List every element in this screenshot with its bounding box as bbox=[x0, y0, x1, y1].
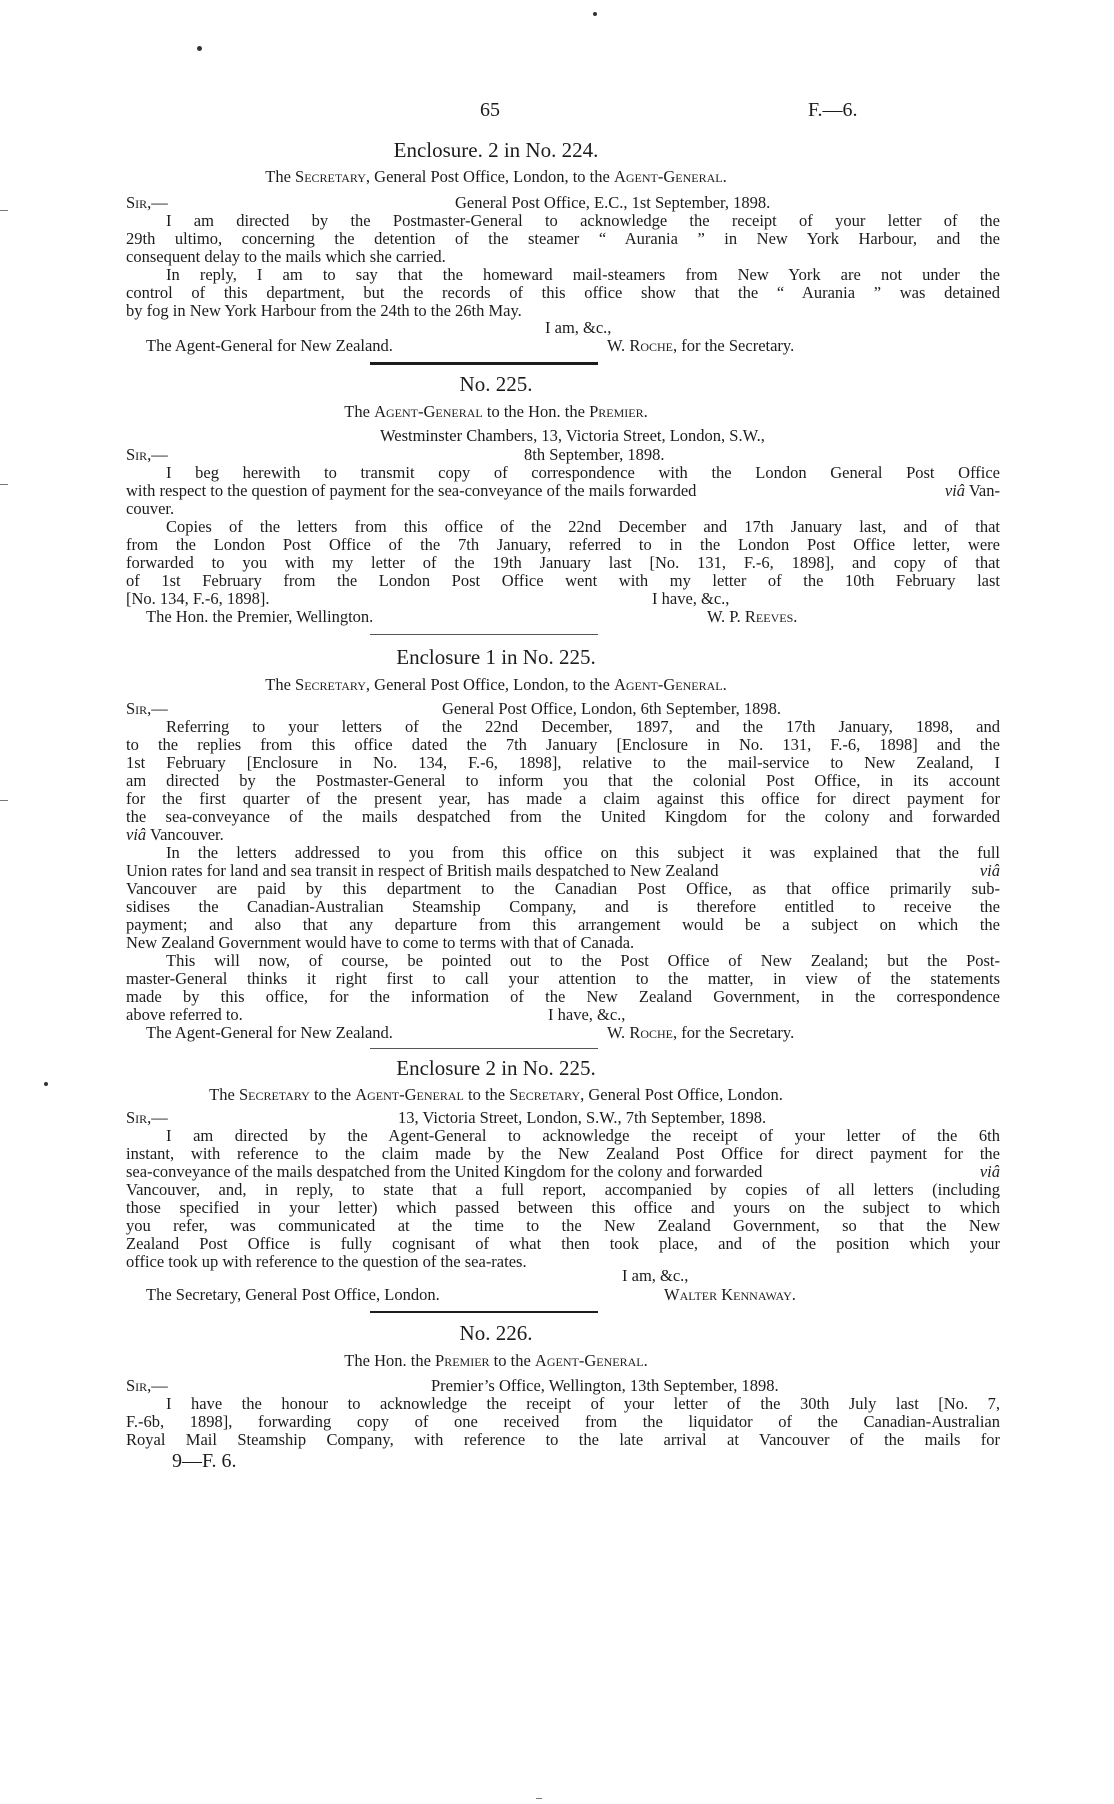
paragraph-line: Union rates for land and sea transit in respect of British mails despatched to New Zealand viâ bbox=[126, 861, 1000, 880]
paragraph-line: consequent delay to the mails which she carried. bbox=[126, 247, 446, 266]
paragraph-line: above referred to. bbox=[126, 1005, 243, 1024]
letter-address: General Post Office, E.C., 1st September, 1898. bbox=[455, 193, 771, 212]
letter-header: The Secretary, General Post Office, London, to the Agent-General. bbox=[265, 675, 727, 694]
letter-address: 13, Victoria Street, London, S.W., 7th September, 1898. bbox=[398, 1108, 767, 1127]
section-divider bbox=[370, 1311, 598, 1313]
section-heading: No. 226. bbox=[459, 1321, 533, 1345]
scan-speck bbox=[536, 1798, 542, 1799]
section-heading: Enclosure 2 in No. 225. bbox=[396, 1056, 596, 1080]
paragraph-line: [No. 134, F.-6, 1898]. bbox=[126, 589, 270, 608]
paragraph-line: to the replies from this office dated the 7th January [Enclosure in No. 131, F.-6, 1898] and the bbox=[126, 735, 1000, 754]
paragraph-line: made by this office, for the information of the New Zealand Government, in the correspondence bbox=[126, 987, 1000, 1006]
section-heading: Enclosure 1 in No. 225. bbox=[396, 645, 596, 669]
letter-header: The Secretary, General Post Office, London, to the Agent-General. bbox=[265, 167, 727, 186]
paragraph-line: sidises the Canadian-Australian Steamship Company, and is therefore entitled to receive the bbox=[126, 897, 1000, 916]
paragraph-line: Referring to your letters of the 22nd December, 1897, and the 17th January, 1898, and bbox=[166, 717, 1000, 736]
paragraph-line: of 1st February from the London Post Office went with my letter of the 10th February last bbox=[126, 571, 1000, 590]
margin-mark bbox=[0, 800, 8, 801]
section-divider bbox=[370, 634, 598, 635]
paragraph-line: Vancouver are paid by this department to the Canadian Post Office, as that office primarily sub- bbox=[126, 879, 1000, 898]
paragraph-line: viâ Vancouver. bbox=[126, 825, 224, 844]
section-heading: Enclosure. 2 in No. 224. bbox=[393, 138, 599, 162]
signature: W. P. Reeves. bbox=[707, 607, 798, 626]
paragraph-line: those specified in your letter) which passed between this office and yours on the subject to which bbox=[126, 1198, 1000, 1217]
paragraph-line: I am directed by the Postmaster-General to acknowledge the receipt of your letter of the bbox=[166, 211, 1000, 230]
scan-speck bbox=[197, 46, 202, 51]
letter-address: Westminster Chambers, 13, Victoria Street, London, S.W., bbox=[380, 426, 765, 445]
closing: I am, &c., bbox=[545, 318, 612, 337]
salutation: Sir,— bbox=[126, 1376, 168, 1395]
paragraph-line: with respect to the question of payment for the sea-conveyance of the mails forwarded viâ Van- bbox=[126, 481, 1000, 500]
paragraph-line: Royal Mail Steamship Company, with reference to the late arrival at Vancouver of the mails for bbox=[126, 1430, 1000, 1449]
section-heading: No. 225. bbox=[459, 372, 533, 396]
paragraph-line: master-General thinks it right first to call your attention to the matter, in view of the statements bbox=[126, 969, 1000, 988]
letter-date: 8th September, 1898. bbox=[524, 445, 665, 464]
paragraph-line: from the London Post Office of the 7th January, referred to in the London Post Office letter, were bbox=[126, 535, 1000, 554]
addressee: The Agent-General for New Zealand. bbox=[146, 336, 393, 355]
paragraph-line: sea-conveyance of the mails despatched from the United Kingdom for the colony and forwarded viâ bbox=[126, 1162, 1000, 1181]
paragraph-line: I beg herewith to transmit copy of correspondence with the London General Post Office bbox=[166, 463, 1000, 482]
section-divider bbox=[370, 1048, 598, 1049]
scan-speck bbox=[44, 1082, 48, 1086]
paragraph-line: 1st February [Enclosure in No. 134, F.-6, 1898], relative to the mail-service to New Zealand, I bbox=[126, 753, 1000, 772]
margin-mark bbox=[0, 484, 8, 485]
paragraph-line: F.-6b, 1898], forwarding copy of one received from the liquidator of the Canadian-Australian bbox=[126, 1412, 1000, 1431]
closing: I am, &c., bbox=[622, 1266, 689, 1285]
paragraph-line: In the letters addressed to you from this office on this subject it was explained that the full bbox=[166, 843, 1000, 862]
letter-address: Premier’s Office, Wellington, 13th September, 1898. bbox=[431, 1376, 779, 1395]
paragraph-line: am directed by the Postmaster-General to inform you that the colonial Post Office, in its account bbox=[126, 771, 1000, 790]
addressee: The Hon. the Premier, Wellington. bbox=[146, 607, 374, 626]
addressee: The Secretary, General Post Office, London. bbox=[146, 1285, 440, 1304]
paragraph-line: forwarded to you with my letter of the 19th January last [No. 131, F.-6, 1898], and copy of that bbox=[126, 553, 1000, 572]
signature: W. Roche, for the Secretary. bbox=[607, 336, 795, 355]
salutation: Sir,— bbox=[126, 1108, 168, 1127]
salutation: Sir,— bbox=[126, 445, 168, 464]
page-number: 65 bbox=[480, 99, 500, 121]
paragraph-line: couver. bbox=[126, 499, 175, 518]
paragraph-line: In reply, I am to say that the homeward mail-steamers from New York are not under the bbox=[166, 265, 1000, 284]
letter-header: The Hon. the Premier to the Agent-General. bbox=[344, 1351, 648, 1370]
letter-header: The Agent-General to the Hon. the Premier. bbox=[344, 402, 648, 421]
paragraph-line: Copies of the letters from this office of the 22nd December and 17th January last, and of that bbox=[166, 517, 1000, 536]
paragraph-line: Vancouver, and, in reply, to state that a full report, accompanied by copies of all letters (including bbox=[126, 1180, 1000, 1199]
letter-header: The Secretary to the Agent-General to the Secretary, General Post Office, London. bbox=[209, 1085, 783, 1104]
paragraph-line: I am directed by the Agent-General to acknowledge the receipt of your letter of the 6th bbox=[166, 1126, 1000, 1145]
paragraph-line: instant, with reference to the claim made by the New Zealand Post Office for direct payment for the bbox=[126, 1144, 1000, 1163]
closing: I have, &c., bbox=[548, 1005, 626, 1024]
paragraph-line: payment; and also that any departure from this arrangement would be a subject on which the bbox=[126, 915, 1000, 934]
paragraph-line: by fog in New York Harbour from the 24th to the 26th May. bbox=[126, 301, 522, 320]
paragraph-line: the sea-conveyance of the mails despatched from the United Kingdom for the colony and forwarded bbox=[126, 807, 1000, 826]
letter-address: General Post Office, London, 6th September, 1898. bbox=[442, 699, 782, 718]
signature: Walter Kennaway. bbox=[664, 1285, 796, 1304]
addressee: The Agent-General for New Zealand. bbox=[146, 1023, 393, 1042]
paragraph-line: control of this department, but the records of this office show that the “ Aurania ” was detained bbox=[126, 283, 1000, 302]
closing: I have, &c., bbox=[652, 589, 730, 608]
section-divider bbox=[370, 362, 598, 365]
signature: W. Roche, for the Secretary. bbox=[607, 1023, 795, 1042]
paragraph-line: office took up with reference to the question of the sea-rates. bbox=[126, 1252, 527, 1271]
paragraph-line: you refer, was communicated at the time to the New Zealand Government, so that the New bbox=[126, 1216, 1000, 1235]
salutation: Sir,— bbox=[126, 193, 168, 212]
paragraph-line: 29th ultimo, concerning the detention of the steamer “ Aurania ” in New York Harbour, and the bbox=[126, 229, 1000, 248]
signature-mark: 9—F. 6. bbox=[172, 1450, 237, 1472]
scan-speck bbox=[593, 12, 597, 16]
paragraph-line: This will now, of course, be pointed out to the Post Office of New Zealand; but the Post- bbox=[166, 951, 1000, 970]
paragraph-line: for the first quarter of the present year, has made a claim against this office for direct payment for bbox=[126, 789, 1000, 808]
salutation: Sir,— bbox=[126, 699, 168, 718]
paragraph-line: Zealand Post Office is fully cognisant of what then took place, and of the position which your bbox=[126, 1234, 1000, 1253]
series-reference: F.—6. bbox=[808, 99, 858, 121]
paragraph-line: New Zealand Government would have to come to terms with that of Canada. bbox=[126, 933, 635, 952]
paragraph-line: I have the honour to acknowledge the receipt of your letter of the 30th July last [No. 7, bbox=[166, 1394, 1000, 1413]
margin-mark bbox=[0, 210, 8, 211]
